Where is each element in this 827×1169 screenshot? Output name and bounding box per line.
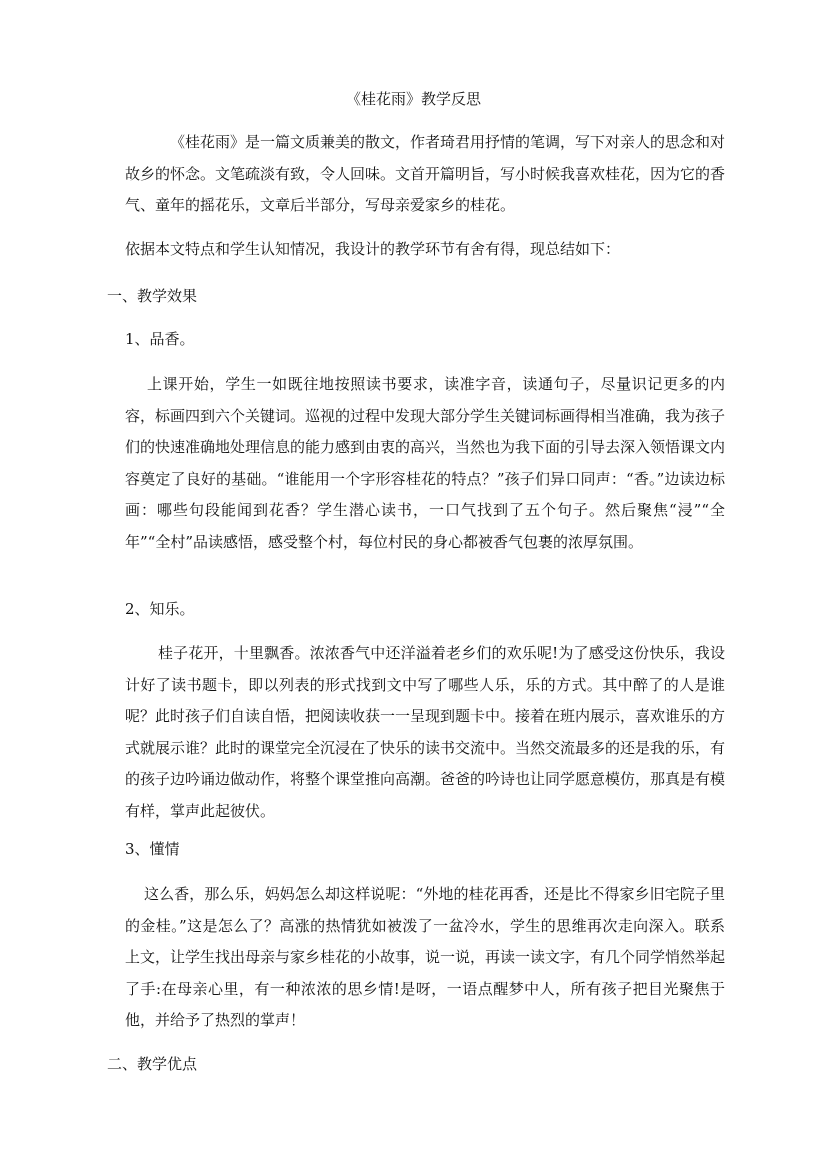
section-heading-teaching-effect: 一、教学效果 bbox=[107, 287, 198, 305]
item-heading-emotion: 3、懂情 bbox=[125, 840, 180, 858]
summary-paragraph: 依据本文特点和学生认知情况，我设计的教学环节有舍有得，现总结如下： bbox=[125, 240, 621, 258]
item-paragraph-emotion: 这么香，那么乐，妈妈怎么却这样说呢：“外地的桂花再香，还是比不得家乡旧宅院子里的金桂。”这是怎么了？高涨的热情犹如被泼了一盆冷水，学生的思维再次走向深入。联系上文，让学生找出母亲与家乡桂花的小故事，说一说，再读一读文字，有几个同学悄然举起了手:在母亲心里，有一种浓浓的思乡情!是呀，一语点醒梦中人，所有孩子把目光聚焦于他，并给予了热烈的掌声！ bbox=[125, 885, 726, 1029]
section-heading-teaching-merits: 二、教学优点 bbox=[107, 1055, 198, 1073]
document-title: 《桂花雨》教学反思 bbox=[345, 90, 481, 108]
item-paragraph-fragrance: 上课开始，学生一如既往地按照读书要求，读准字音，读通句子，尽量识记更多的内容，标画四到六个关键词。巡视的过程中发现大部分学生关键词标画得相当准确，我为孩子们的快速准确地处理信息的能力感到由衷的高兴，当然也为我下面的引导去深入领悟课文内容奠定了良好的基础。“谁能用一个字形容桂花的特点？”孩子们异口同声：“香。”边读边标画：哪些句段能闻到花香？学生潜心读书，一口气找到了五个句子。然后聚焦“浸”“全年”“全村”品读感悟，感受整个村，每位村民的身心都被香气包裹的浓厚氛围。 bbox=[125, 375, 726, 551]
item-heading-joy: 2、知乐。 bbox=[125, 600, 195, 618]
item-paragraph-joy: 桂子花开，十里飘香。浓浓香气中还洋溢着老乡们的欢乐呢!为了感受这份快乐，我设计好了读书题卡，即以列表的形式找到文中写了哪些人乐，乐的方式。其中醉了的人是谁呢？此时孩子们自读自悟，把阅读收获一一呈现到题卡中。接着在班内展示，喜欢谁乐的方式就展示谁？此时的课堂完全沉浸在了快乐的读书交流中。当然交流最多的还是我的乐，有的孩子边吟诵边做动作，将整个课堂推向高潮。爸爸的吟诗也让同学愿意模仿，那真是有模有样，掌声此起彼伏。 bbox=[125, 644, 726, 820]
item-heading-fragrance: 1、品香。 bbox=[125, 330, 195, 348]
intro-paragraph: 《桂花雨》是一篇文质兼美的散文，作者琦君用抒情的笔调，写下对亲人的思念和对故乡的怀念。文笔疏淡有致，令人回味。文首开篇明旨，写小时候我喜欢桂花，因为它的香气、童年的摇花乐，文章后半部分，写母亲爱家乡的桂花。 bbox=[125, 133, 726, 214]
